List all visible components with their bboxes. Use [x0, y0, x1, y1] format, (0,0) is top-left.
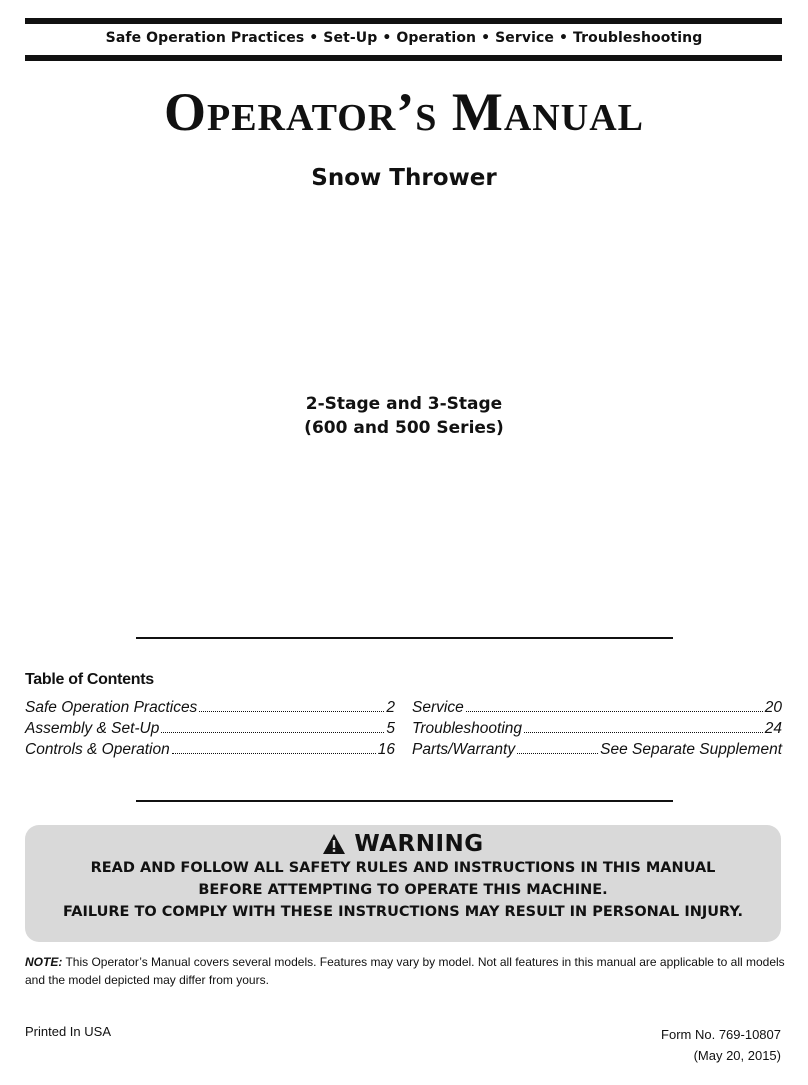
toc-leader — [199, 698, 384, 712]
toc-leader — [517, 740, 598, 754]
warning-line-2: BEFORE ATTEMPTING TO OPERATE THIS MACHINE. — [198, 882, 608, 898]
divider-top — [136, 637, 673, 639]
divider-bottom — [136, 800, 673, 802]
note-text: This Operator’s Manual covers several models. Features may vary by model. Not all features in this manual are applicable to all models and the model depicted may differ from yours. — [25, 955, 785, 987]
series-line-1: 2-Stage and 3-Stage — [305, 394, 503, 414]
toc-leader — [466, 698, 763, 712]
series-line-2: (600 and 500 Series) — [304, 418, 504, 438]
toc-entry[interactable] — [412, 718, 782, 739]
toc-entry[interactable] — [25, 697, 395, 718]
form-info — [661, 1024, 781, 1066]
page-title: Operator’s Manual — [164, 82, 644, 142]
page-subtitle: Snow Thrower — [311, 165, 497, 191]
toc-left-column — [25, 697, 395, 760]
toc-entry-page: 5 — [386, 720, 395, 737]
note-paragraph — [25, 953, 785, 989]
toc-leader — [172, 740, 376, 754]
toc-right-column — [412, 697, 782, 760]
toc-entry[interactable] — [412, 697, 782, 718]
top-rule — [25, 18, 782, 24]
toc-entry-page: 2 — [386, 699, 395, 716]
note-label: NOTE: — [25, 955, 63, 969]
toc-entry-page: 24 — [764, 720, 782, 737]
series-info — [0, 392, 808, 440]
warning-line-3: FAILURE TO COMPLY WITH THESE INSTRUCTIONS MAY RESULT IN PERSONAL INJURY. — [62, 904, 743, 920]
warning-title: WARNING — [354, 831, 484, 857]
toc-leader — [161, 719, 384, 733]
form-date: (May 20, 2015) — [693, 1048, 781, 1063]
warning-box — [25, 825, 781, 942]
toc-entry-page: 20 — [764, 699, 782, 716]
printed-in: Printed In USA — [25, 1024, 111, 1039]
toc-entry-page: 16 — [377, 741, 395, 758]
header-tagline: Safe Operation Practices • Set-Up • Operation • Service • Troubleshooting — [105, 30, 703, 46]
warning-heading — [25, 831, 781, 857]
top-rule-lower — [25, 55, 782, 61]
toc-leader — [524, 719, 763, 733]
toc-entry-label: Safe Operation Practices — [25, 699, 198, 716]
warning-triangle-icon — [322, 833, 346, 855]
toc-entry-label: Parts/Warranty — [412, 741, 516, 758]
warning-line-1: READ AND FOLLOW ALL SAFETY RULES AND INSTRUCTIONS IN THIS MANUAL — [90, 860, 716, 876]
toc-entry-label: Service — [412, 699, 464, 716]
toc-entry[interactable] — [412, 739, 782, 760]
toc-entry[interactable] — [25, 718, 395, 739]
toc-entry-page: See Separate Supplement — [600, 741, 782, 758]
toc-entry-label: Assembly & Set-Up — [25, 720, 160, 737]
toc-entry-label: Controls & Operation — [25, 741, 170, 758]
toc-entry[interactable] — [25, 739, 395, 760]
toc-entry-label: Troubleshooting — [412, 720, 523, 737]
form-number: Form No. 769-10807 — [661, 1027, 781, 1042]
toc-heading: Table of Contents — [25, 671, 154, 688]
